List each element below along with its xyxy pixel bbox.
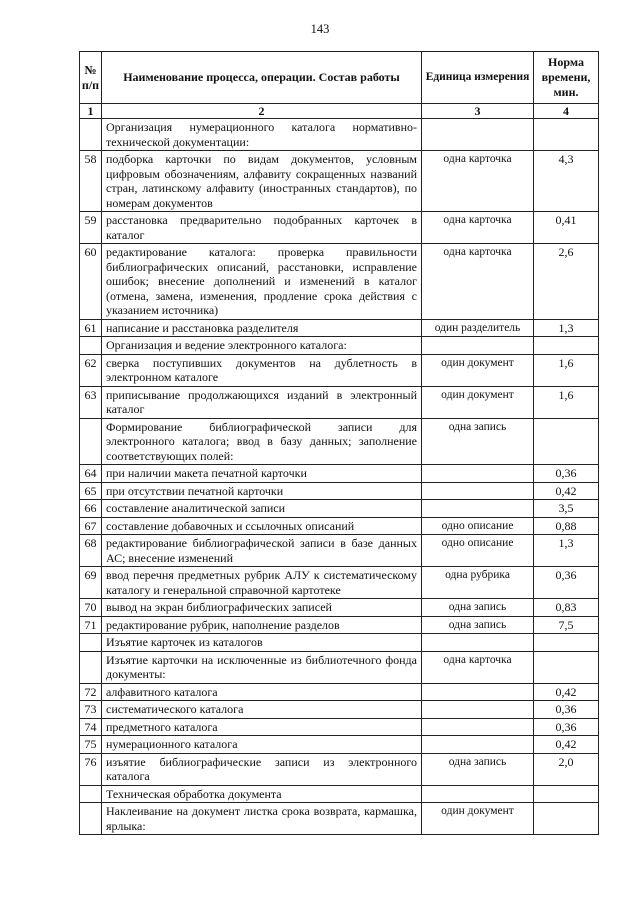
row-description: систематического каталога [102, 701, 422, 719]
row-norm: 0,36 [534, 465, 599, 483]
row-number: 68 [80, 535, 102, 567]
table-row [80, 616, 599, 634]
table-row [80, 119, 599, 151]
row-number: 61 [80, 319, 102, 337]
row-unit [422, 500, 534, 518]
row-norm: 0,36 [534, 567, 599, 599]
table-row [80, 651, 599, 683]
row-norm: 1,6 [534, 386, 599, 418]
row-description: при отсутствии печатной карточки [102, 482, 422, 500]
row-unit: одна карточка [422, 212, 534, 244]
row-norm: 0,36 [534, 701, 599, 719]
row-unit [422, 701, 534, 719]
row-description: ввод перечня предметных рубрик АЛУ к систематическому каталогу и генеральной справочной картотеке [102, 567, 422, 599]
row-norm [534, 803, 599, 835]
table-row [80, 465, 599, 483]
header-num: № п/п [80, 52, 102, 104]
row-number: 73 [80, 701, 102, 719]
row-description: расстановка предварительно подобранных карточек в каталог [102, 212, 422, 244]
row-norm: 0,36 [534, 718, 599, 736]
row-description: Наклеивание на документ листка срока возврата, кармашка, ярлыка: [102, 803, 422, 835]
row-unit: одна рубрика [422, 567, 534, 599]
row-norm: 0,42 [534, 482, 599, 500]
row-description: Техническая обработка документа [102, 785, 422, 803]
row-number: 62 [80, 354, 102, 386]
row-norm: 0,41 [534, 212, 599, 244]
column-index-row [80, 104, 599, 119]
row-norm [534, 634, 599, 652]
row-unit: одна запись [422, 418, 534, 465]
table-row [80, 319, 599, 337]
table-row [80, 244, 599, 320]
table-row [80, 599, 599, 617]
row-number: 59 [80, 212, 102, 244]
row-description: редактирование рубрик, наполнение разделов [102, 616, 422, 634]
row-number: 75 [80, 736, 102, 754]
row-unit: один документ [422, 354, 534, 386]
row-number [80, 803, 102, 835]
row-unit: одна карточка [422, 651, 534, 683]
row-norm: 3,5 [534, 500, 599, 518]
row-number: 76 [80, 753, 102, 785]
row-number: 67 [80, 517, 102, 535]
row-number: 64 [80, 465, 102, 483]
row-description: редактирование библиографической записи в базе данных АС; внесение изменений [102, 535, 422, 567]
row-unit [422, 465, 534, 483]
row-description: Организация и ведение электронного каталога: [102, 337, 422, 355]
table-body [80, 104, 599, 835]
row-number [80, 634, 102, 652]
row-unit: одна карточка [422, 151, 534, 212]
row-number: 65 [80, 482, 102, 500]
row-description: написание и расстановка разделителя [102, 319, 422, 337]
row-description: алфавитного каталога [102, 683, 422, 701]
row-description: при наличии макета печатной карточки [102, 465, 422, 483]
row-norm [534, 337, 599, 355]
table-row [80, 634, 599, 652]
row-unit: один документ [422, 386, 534, 418]
page-number: 143 [310, 22, 330, 36]
row-unit [422, 482, 534, 500]
table-row [80, 517, 599, 535]
row-unit: одно описание [422, 517, 534, 535]
row-unit: одна запись [422, 616, 534, 634]
row-unit: один разделитель [422, 319, 534, 337]
row-norm [534, 785, 599, 803]
row-unit [422, 785, 534, 803]
table-row [80, 418, 599, 465]
row-unit [422, 119, 534, 151]
row-description: приписывание продолжающихся изданий в электронный каталог [102, 386, 422, 418]
column-index: 1 [80, 104, 102, 119]
table-row [80, 500, 599, 518]
row-number: 63 [80, 386, 102, 418]
table-row [80, 701, 599, 719]
row-norm: 1,6 [534, 354, 599, 386]
row-unit [422, 634, 534, 652]
row-description: редактирование каталога: проверка правильности библиографических описаний, расстановки, исправление ошибок; внесение дополнений и изменений в каталог (отмена, замена, изменения, продление срока действия с указанием источника) [102, 244, 422, 320]
row-number: 66 [80, 500, 102, 518]
row-unit [422, 683, 534, 701]
row-number [80, 119, 102, 151]
row-number: 71 [80, 616, 102, 634]
table-row [80, 482, 599, 500]
column-index: 3 [422, 104, 534, 119]
row-number: 69 [80, 567, 102, 599]
row-norm: 4,3 [534, 151, 599, 212]
row-unit [422, 337, 534, 355]
row-norm: 0,88 [534, 517, 599, 535]
row-number: 72 [80, 683, 102, 701]
table-header-row [80, 52, 599, 104]
row-norm [534, 651, 599, 683]
row-description: составление аналитической записи [102, 500, 422, 518]
row-number: 70 [80, 599, 102, 617]
row-description: Изъятие карточек из каталогов [102, 634, 422, 652]
row-number [80, 337, 102, 355]
row-norm: 0,83 [534, 599, 599, 617]
header-norm: Норма времени, мин. [534, 52, 599, 104]
row-norm: 0,42 [534, 736, 599, 754]
header-name: Наименование процесса, операции. Состав работы [102, 52, 422, 104]
row-norm [534, 119, 599, 151]
row-unit: одна запись [422, 753, 534, 785]
row-number [80, 418, 102, 465]
row-unit: одна карточка [422, 244, 534, 320]
row-norm: 2,6 [534, 244, 599, 320]
row-number [80, 785, 102, 803]
row-description: предметного каталога [102, 718, 422, 736]
row-norm: 1,3 [534, 319, 599, 337]
row-norm [534, 418, 599, 465]
row-description: изъятие библиографические записи из электронного каталога [102, 753, 422, 785]
table-row [80, 535, 599, 567]
norms-table [79, 51, 599, 835]
row-unit [422, 736, 534, 754]
table-row [80, 386, 599, 418]
row-norm: 2,0 [534, 753, 599, 785]
column-index: 4 [534, 104, 599, 119]
row-number: 58 [80, 151, 102, 212]
row-description: сверка поступивших документов на дублетность в электронном каталоге [102, 354, 422, 386]
row-description: составление добавочных и ссылочных описаний [102, 517, 422, 535]
column-index: 2 [102, 104, 422, 119]
row-number: 74 [80, 718, 102, 736]
row-norm: 7,5 [534, 616, 599, 634]
table-row [80, 683, 599, 701]
row-unit: один документ [422, 803, 534, 835]
table-row [80, 337, 599, 355]
table-row [80, 785, 599, 803]
table-row [80, 212, 599, 244]
table-row [80, 151, 599, 212]
table-row [80, 718, 599, 736]
row-number [80, 651, 102, 683]
table-row [80, 567, 599, 599]
row-description: Формирование библиографической записи для электронного каталога; ввод в базу данных; заполнение соответствующих полей: [102, 418, 422, 465]
table-row [80, 753, 599, 785]
row-description: Организация нумерационного каталога нормативно-технической документации: [102, 119, 422, 151]
row-unit: одна запись [422, 599, 534, 617]
row-description: подборка карточки по видам документов, условным цифровым обозначениям, алфавиту сокращенных названий стран, латинскому алфавиту (иностранных стандартов), по номерам документов [102, 151, 422, 212]
table-row [80, 736, 599, 754]
row-description: Изъятие карточки на исключенные из библиотечного фонда документы: [102, 651, 422, 683]
table-row [80, 354, 599, 386]
table-row [80, 803, 599, 835]
row-norm: 0,42 [534, 683, 599, 701]
row-norm: 1,3 [534, 535, 599, 567]
header-unit: Единица измерения [422, 52, 534, 104]
row-unit [422, 718, 534, 736]
row-number: 60 [80, 244, 102, 320]
row-unit: одно описание [422, 535, 534, 567]
row-description: нумерационного каталога [102, 736, 422, 754]
row-description: вывод на экран библиографических записей [102, 599, 422, 617]
